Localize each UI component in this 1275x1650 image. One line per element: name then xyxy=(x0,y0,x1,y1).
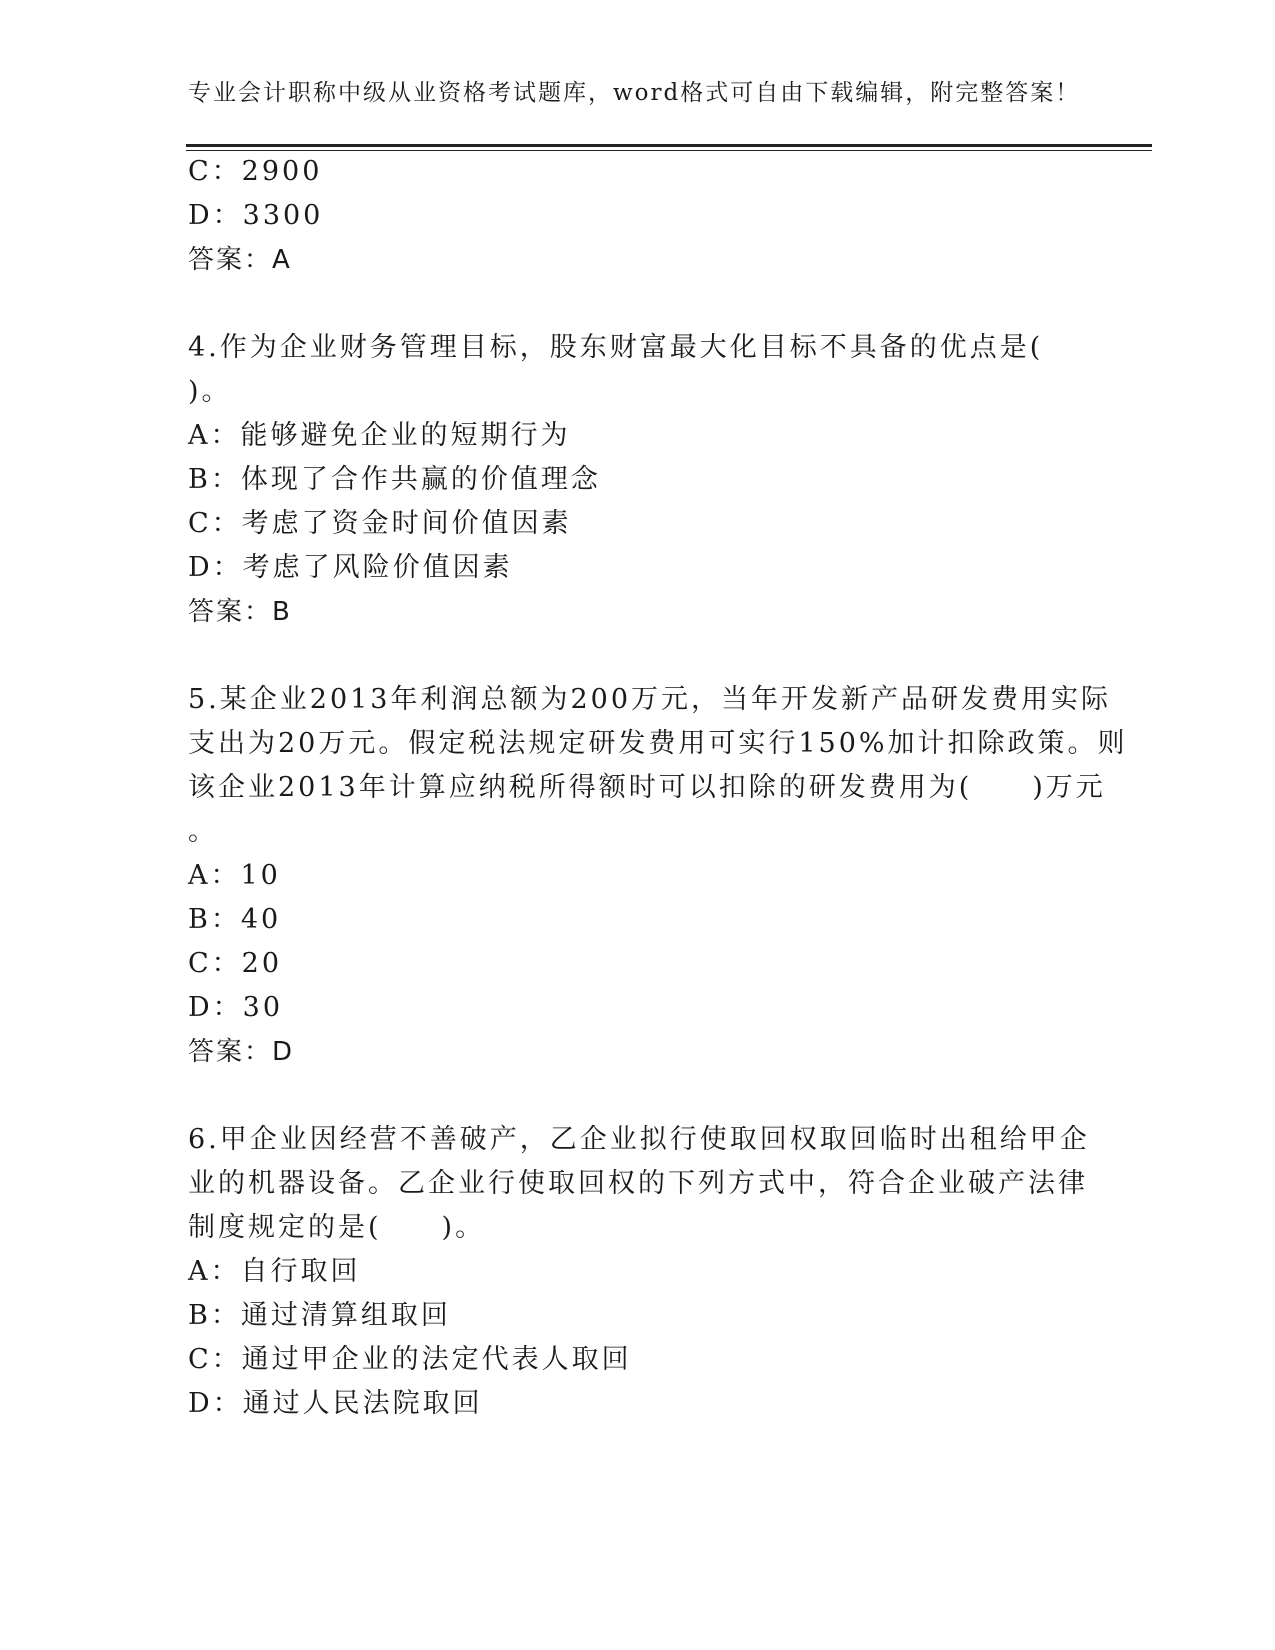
q5-stem-line-4: 。 xyxy=(188,816,218,847)
q6-option-d: D：通过人民法院取回 xyxy=(188,1388,483,1419)
q4-option-d: D：考虑了风险价值因素 xyxy=(188,552,513,583)
q6-stem-line-1: 6.甲企业因经营不善破产，乙企业拟行使取回权取回临时出租给甲企 xyxy=(188,1124,1090,1155)
q6-option-a: A：自行取回 xyxy=(188,1256,361,1287)
q5-answer: 答案：D xyxy=(188,1037,295,1067)
q6-stem-line-2: 业的机器设备。乙企业行使取回权的下列方式中，符合企业破产法律 xyxy=(188,1168,1088,1199)
q5-stem-line-3: 该企业2013年计算应纳税所得额时可以扣除的研发费用为( )万元 xyxy=(188,772,1106,803)
q5-stem-line-1: 5.某企业2013年利润总额为200万元，当年开发新产品研发费用实际 xyxy=(188,684,1112,715)
header-rule-thin xyxy=(186,150,1152,151)
q4-option-b: B：体现了合作共赢的价值理念 xyxy=(188,464,601,495)
q4-option-a: A：能够避免企业的短期行为 xyxy=(188,420,571,451)
q4-stem-line-2: )。 xyxy=(188,376,232,407)
q5-option-a: A：10 xyxy=(188,860,281,891)
q4-option-c: C：考虑了资金时间价值因素 xyxy=(188,508,572,539)
q6-stem-line-3: 制度规定的是( )。 xyxy=(188,1212,486,1243)
q5-option-d: D：30 xyxy=(188,992,284,1023)
q6-option-b: B：通过清算组取回 xyxy=(188,1300,451,1331)
q5-option-c: C：20 xyxy=(188,948,283,979)
header-rule-thick xyxy=(186,144,1152,147)
q3-answer: 答案：A xyxy=(188,245,292,275)
q6-option-c: C：通过甲企业的法定代表人取回 xyxy=(188,1344,632,1375)
q5-option-b: B：40 xyxy=(188,904,282,935)
q3-option-d: D：3300 xyxy=(188,200,324,231)
page-header: 专业会计职称中级从业资格考试题库，word格式可自由下载编辑，附完整答案！ xyxy=(188,80,1081,106)
q5-stem-line-2: 支出为20万元。假定税法规定研发费用可实行150%加计扣除政策。则 xyxy=(188,728,1128,759)
q3-option-c: C：2900 xyxy=(188,156,323,187)
q4-answer: 答案：B xyxy=(188,597,292,627)
q4-stem-line-1: 4.作为企业财务管理目标，股东财富最大化目标不具备的优点是( xyxy=(188,332,1044,363)
